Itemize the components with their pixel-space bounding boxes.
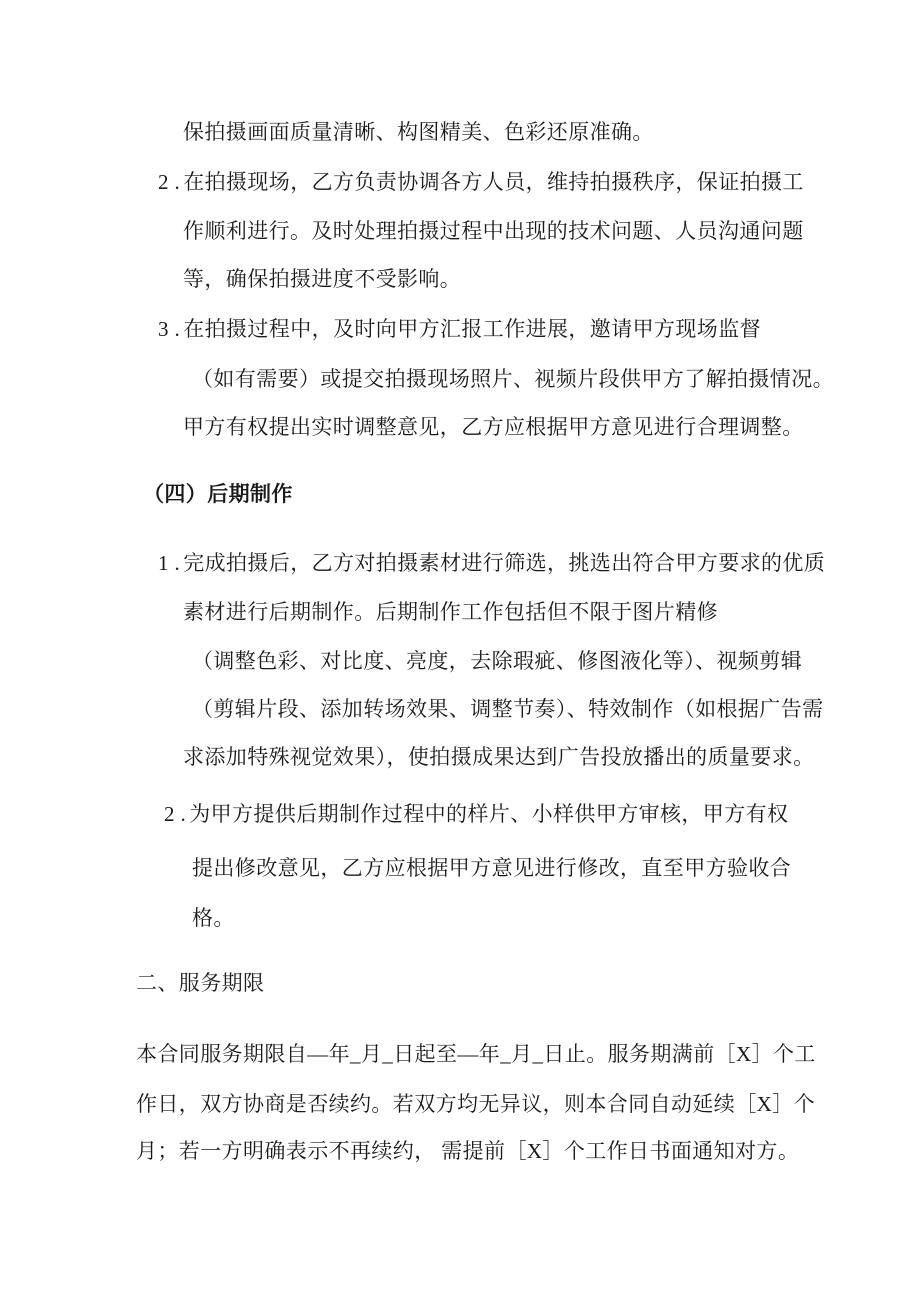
list-item-text: 完成拍摄后，乙方对拍摄素材进行筛选，挑选出符合甲方要求的优质	[183, 551, 826, 575]
list-item-material-selection	[158, 550, 825, 577]
paragraph-line-service-term: 本合同服务期限自—年_月_日起至—年_月_日止。服务期满前［X］个工	[136, 1042, 816, 1066]
list-item-text: 在拍摄过程中，及时向甲方汇报工作进展，邀请甲方现场监督	[183, 317, 762, 341]
list-item-text: 在拍摄现场，乙方负责协调各方人员，维持拍摄秩序，保证拍摄工	[183, 170, 804, 194]
list-item-shooting-site	[158, 169, 804, 196]
section-heading-service-term: 二、服务期限	[136, 971, 265, 995]
list-number: 3 .	[158, 317, 181, 341]
text-line: 求添加特殊视觉效果），使拍摄成果达到广告投放播出的质量要求。	[183, 745, 815, 769]
text-line: 作顺利进行。及时处理拍摄过程中出现的技术问题、人员沟通问题	[183, 219, 804, 243]
text-line: 甲方有权提出实时调整意见，乙方应根据甲方意见进行合理调整。	[183, 415, 804, 439]
list-number: 1 .	[158, 551, 181, 575]
list-item-sample-review	[164, 801, 788, 828]
list-item-text: 为甲方提供后期制作过程中的样片、小样供甲方审核，甲方有权	[189, 802, 789, 826]
list-number: 2 .	[164, 802, 187, 826]
text-line: 格。	[192, 906, 235, 930]
text-line: （调整色彩、对比度、亮度，去除瑕疵、修图液化等）、视频剪辑	[192, 649, 803, 673]
text-line: 等，确保拍摄进度不受影响。	[183, 267, 462, 291]
section-heading-post-production: （四）后期制作	[143, 482, 293, 506]
text-line: 提出修改意见，乙方应根据甲方意见进行修改，直至甲方验收合	[192, 856, 792, 880]
text-line: （剪辑片段、添加转场效果、调整节奏）、特效制作（如根据广告需	[192, 697, 824, 721]
list-number: 2 .	[158, 170, 181, 194]
paragraph-line-service-term: 月；若一方明确表示不再续约， 需提前［X］个工作日书面通知对方。	[136, 1139, 800, 1163]
list-item-progress-report	[158, 316, 761, 343]
text-line-quality-assurance: 保拍摄画面质量清晰、构图精美、色彩还原准确。	[183, 120, 654, 144]
text-line: （如有需要）或提交拍摄现场照片、视频片段供甲方了解拍摄情况。	[192, 367, 834, 391]
paragraph-line-service-term: 作日，双方协商是否续约。若双方均无异议，则本合同自动延续［X］个	[136, 1092, 815, 1116]
text-line: 素材进行后期制作。后期制作工作包括但不限于图片精修	[183, 600, 718, 624]
